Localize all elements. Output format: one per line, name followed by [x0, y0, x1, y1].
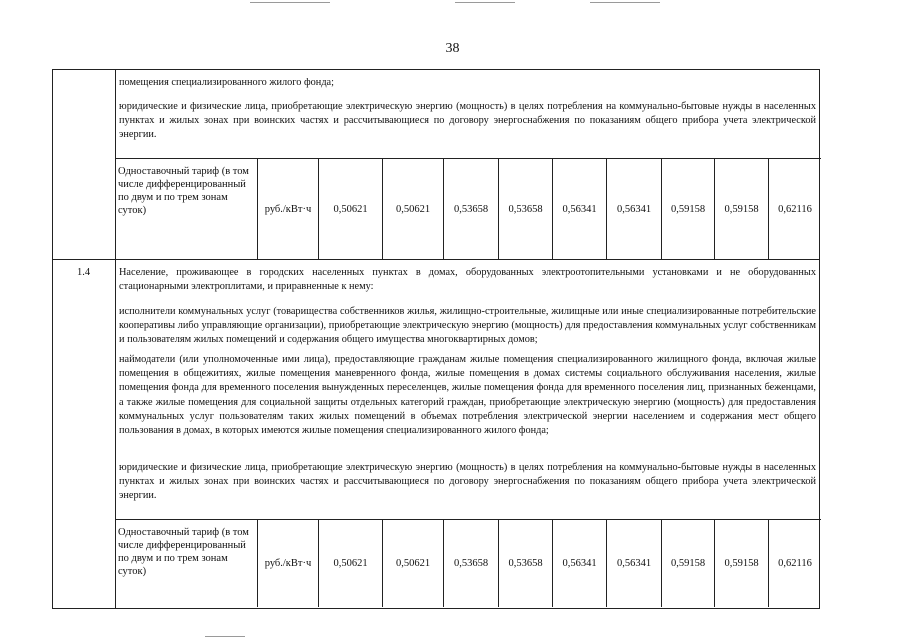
tariff-value: 0,56341	[607, 520, 662, 607]
tariff-value: 0,59158	[662, 520, 715, 607]
tariff-value: 0,53658	[499, 520, 553, 607]
tariff-value: 0,62116	[778, 558, 812, 569]
paragraph: помещения специализированного жилого фонда;	[119, 77, 334, 88]
paragraph: юридические и физические лица, приобретающие электрическую энергию (мощность) в целях потребления на коммунально-бытовые нужды в населенных пунктах и жилых зонах при воинских частях и рассчитывающиеся по договору энергоснабжения по показаниям общего прибора учета электрической энергии.	[119, 462, 816, 502]
paragraph: наймодатели (или уполномоченные ими лица), предоставляющие гражданам жилые помещения специализированного жилищного фонда, включая жилые помещения в общежитиях, жилые помещения маневренного фонда, жилые помещения в домах системы социального обслуживания населения, жилые помещения фонда для временного поселения вынужденных переселенцев, жилые помещения фонда для временного поселения лиц, признанных беженцами, а также жилые помещения для социальной защиты отдельных категорий граждан, приобретающие электрическую энергию (мощность) для предоставления коммунальных услуг пользователям таких жилых помещений в объемах потребления электрической энергии населением и содержания мест общего пользования в домах, в которых имеются жилые помещения специализированного жилого фонда;	[119, 354, 816, 437]
tariff-value: 0,62116	[778, 203, 812, 215]
tariff-value: 0,53658	[499, 159, 553, 259]
tariff-value: 0,59158	[715, 520, 769, 607]
tariff-table	[52, 69, 820, 609]
tariff-unit: руб./кВт·ч	[258, 159, 319, 259]
tariff-value: 0,50621	[319, 520, 383, 607]
tariff-row	[115, 158, 821, 259]
row-divider	[53, 259, 819, 260]
tariff-value: 0,59158	[662, 159, 715, 259]
tariff-value: 0,50621	[319, 159, 383, 259]
page-number: 38	[445, 41, 460, 56]
tariff-value: 0,53658	[444, 159, 499, 259]
tariff-label: Одноставочный тариф (в том числе дифференцированный по двум и по трем зонам суток)	[115, 520, 258, 607]
scan-artifact-top	[250, 2, 330, 3]
scan-artifact-top	[590, 2, 660, 3]
tariff-value: 0,56341	[607, 159, 662, 259]
tariff-label: Одноставочный тариф (в том числе дифференцированный по двум и по трем зонам суток)	[115, 159, 258, 259]
tariff-value: 0,56341	[553, 520, 607, 607]
tariff-value: 0,50621	[383, 159, 444, 259]
row-number: 1.4	[77, 267, 91, 278]
tariff-row	[115, 519, 821, 607]
tariff-value: 0,53658	[444, 520, 499, 607]
tariff-unit: руб./кВт·ч	[258, 520, 319, 607]
tariff-value: 0,50621	[383, 520, 444, 607]
tariff-value: 0,56341	[553, 159, 607, 259]
paragraph: Население, проживающее в городских населенных пунктах в домах, оборудованных электроотопительными установками и не оборудованных стационарными электроплитами, и приравненные к нему:	[119, 267, 816, 293]
tariff-value: 0,59158	[715, 159, 769, 259]
paragraph: исполнители коммунальных услуг (товарищества собственников жилья, жилищно-строительные, жилищные или иные специализированные потребительские кооперативы либо управляющие организации), приобретающие электрическую энергию (мощность) для предоставления коммунальных услуг собственникам и пользователям жилых помещений и содержания общего имущества многоквартирных домов;	[119, 306, 816, 346]
paragraph: юридические и физические лица, приобретающие электрическую энергию (мощность) в целях потребления на коммунально-бытовые нужды в населенных пунктах и жилых зонах при воинских частях и рассчитывающиеся по договору энергоснабжения по показаниям общего прибора учета электрической энергии.	[119, 101, 816, 141]
scan-artifact-bottom	[205, 636, 245, 637]
scan-artifact-top	[455, 2, 515, 3]
